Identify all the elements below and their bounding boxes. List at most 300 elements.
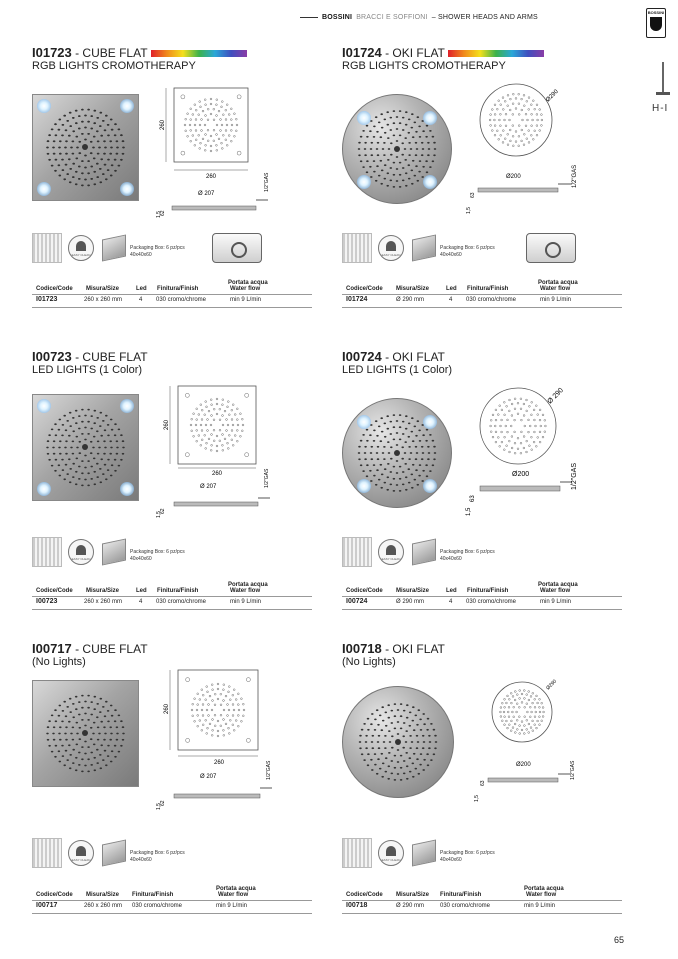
hole-mark xyxy=(513,716,515,718)
nozzle-dot xyxy=(103,140,106,142)
nozzle-dot xyxy=(393,135,396,137)
nozzle-dot xyxy=(434,452,437,454)
hole-mark xyxy=(509,451,511,453)
hole-mark xyxy=(508,440,510,442)
nozzle-dot xyxy=(72,463,75,465)
nozzle-dot xyxy=(48,159,51,161)
col-size: Misura/Size xyxy=(86,286,120,292)
nozzle-dot xyxy=(403,773,406,775)
nozzle-dot xyxy=(416,724,419,726)
dim-gas: 1/2"GAS xyxy=(571,463,578,490)
nozzle-dot xyxy=(104,147,107,149)
nozzle-dot xyxy=(362,470,365,472)
nozzle-dot xyxy=(405,415,408,417)
product-photo xyxy=(32,94,139,201)
nozzle-dot xyxy=(79,738,82,740)
nozzle-dot xyxy=(104,733,107,735)
nozzle-dot xyxy=(387,441,390,443)
hole-mark xyxy=(210,424,212,426)
nozzle-dot xyxy=(415,165,418,167)
nozzle-dot xyxy=(405,428,408,430)
nozzle-dot xyxy=(59,726,62,728)
nozzle-dot xyxy=(105,115,108,117)
hole-mark xyxy=(516,703,518,705)
nozzle-dot xyxy=(116,453,119,455)
nozzle-dot xyxy=(385,712,388,714)
nozzle-dot xyxy=(103,453,106,455)
hole-mark xyxy=(200,106,202,108)
hole-mark xyxy=(536,727,538,729)
hole-mark xyxy=(523,447,525,449)
nozzle-dot xyxy=(433,753,436,755)
nozzle-dot xyxy=(427,142,430,144)
nozzle-dot xyxy=(81,719,84,721)
nozzle-dot xyxy=(391,735,394,737)
nozzle-dot xyxy=(84,701,87,703)
hole-mark xyxy=(516,719,518,721)
nozzle-dot xyxy=(63,115,66,117)
hole-mark xyxy=(511,702,513,704)
hole-mark xyxy=(534,716,536,718)
hole-mark xyxy=(225,130,227,132)
nozzle-dot xyxy=(107,745,110,747)
nozzle-dot xyxy=(100,767,103,769)
nozzle-dot xyxy=(102,706,105,708)
hole-mark xyxy=(196,430,198,432)
packaging-info xyxy=(130,245,185,259)
product-title xyxy=(32,46,332,60)
nozzle-dot xyxy=(409,725,412,727)
hole-mark xyxy=(202,715,204,717)
hole-mark xyxy=(232,404,234,406)
nozzle-dot xyxy=(102,173,105,175)
hole-mark xyxy=(211,404,213,406)
nozzle-dot xyxy=(87,172,90,174)
nozzle-dot xyxy=(118,429,121,431)
hole-mark xyxy=(511,415,513,417)
dim-gas: 1/2"GAS xyxy=(570,760,576,780)
nozzle-dot xyxy=(99,754,102,756)
nozzle-dot xyxy=(55,159,58,161)
nozzle-dot xyxy=(87,433,90,435)
hole-mark xyxy=(501,702,503,704)
nozzle-dot xyxy=(393,122,396,124)
nozzle-dot xyxy=(396,116,399,118)
nozzle-dot xyxy=(110,475,113,477)
nozzle-dot xyxy=(396,432,399,434)
nozzle-dot xyxy=(397,749,400,751)
remote-control-icon xyxy=(212,233,262,263)
nozzle-dot xyxy=(107,169,110,171)
hole-mark xyxy=(208,704,210,706)
hole-mark xyxy=(517,448,519,450)
hole-mark xyxy=(190,424,192,426)
hole-mark xyxy=(191,709,193,711)
cell-size: Ø 290 mm xyxy=(396,297,425,303)
cell-code: I00718 xyxy=(346,902,368,909)
nozzle-dot xyxy=(84,713,87,715)
nozzle-dot xyxy=(90,701,93,703)
hole-mark xyxy=(523,436,525,438)
spec-header-row xyxy=(32,274,312,294)
hole-mark xyxy=(508,724,510,726)
hole-mark xyxy=(506,720,508,722)
dim-width: 260 xyxy=(212,471,223,477)
easy-clean-icon xyxy=(378,840,404,866)
hole-mark xyxy=(192,715,194,717)
nozzle-dot xyxy=(408,423,411,425)
nozzle-dot xyxy=(90,738,93,740)
nozzle-dot xyxy=(367,753,370,755)
nozzle-dot xyxy=(366,464,369,466)
hole-mark xyxy=(209,723,211,725)
nozzle-dot xyxy=(100,721,103,723)
nozzle-pattern xyxy=(33,681,138,786)
nozzle-dot xyxy=(365,735,368,737)
nozzle-dot xyxy=(59,175,62,177)
nozzle-dot xyxy=(107,135,110,137)
nozzle-dot xyxy=(96,762,99,764)
col-size: Misura/Size xyxy=(396,892,430,898)
hole-mark xyxy=(489,119,491,121)
nozzle-dot xyxy=(122,153,125,155)
nozzle-dot xyxy=(374,764,377,766)
nozzle-dot xyxy=(384,747,387,749)
hole-mark xyxy=(201,419,203,421)
nozzle-dot xyxy=(116,147,119,149)
hole-mark xyxy=(222,415,224,417)
nozzle-dot xyxy=(377,446,380,448)
hole-mark xyxy=(529,425,531,427)
nozzle-dot xyxy=(388,452,391,454)
nozzle-dot xyxy=(374,729,377,731)
easy-clean-icon xyxy=(68,539,94,565)
nozzle-dot xyxy=(51,165,54,167)
header-rule xyxy=(300,17,318,18)
col-flow: Portata acqua xyxy=(216,886,256,892)
hole-mark xyxy=(206,733,208,735)
packaging-size: 40x40x60 xyxy=(440,252,462,258)
nozzle-dot xyxy=(110,761,113,763)
nozzle-dot xyxy=(419,719,422,721)
hole-mark xyxy=(210,449,212,451)
hole-mark xyxy=(528,732,530,734)
product-card xyxy=(342,46,642,346)
nozzle-dot xyxy=(416,747,419,749)
hole-mark xyxy=(227,406,229,408)
product-photo xyxy=(32,394,139,501)
hole-mark xyxy=(199,124,201,126)
nozzle-dot xyxy=(405,185,408,187)
nozzle-dot xyxy=(434,747,437,749)
nozzle-dot xyxy=(46,147,49,149)
nozzle-dot xyxy=(367,718,370,720)
hole-mark xyxy=(491,109,493,111)
nozzle-dot xyxy=(81,472,84,474)
hole-mark xyxy=(509,119,511,121)
hole-mark xyxy=(494,425,496,427)
nozzle-dot xyxy=(404,137,407,139)
nozzle-dot xyxy=(68,721,71,723)
hole-mark xyxy=(210,399,212,401)
hole-mark xyxy=(235,118,237,120)
nozzle-dot xyxy=(58,733,61,735)
nozzle-dot xyxy=(384,735,387,737)
hole-mark xyxy=(198,435,200,437)
packaging-line: Packaging Box: 6 pz/pcs xyxy=(440,245,495,251)
nozzle-dot xyxy=(48,745,51,747)
hole-mark xyxy=(512,145,514,147)
divider xyxy=(342,609,622,610)
hole-mark xyxy=(517,413,519,415)
packaging-info xyxy=(130,549,185,563)
nozzle-dot xyxy=(401,458,404,460)
hole-mark xyxy=(202,110,204,112)
hole-mark xyxy=(514,699,516,701)
nozzle-dot xyxy=(376,452,379,454)
light-mark xyxy=(245,453,249,457)
hole-mark xyxy=(207,129,209,131)
nozzle-dot xyxy=(61,135,64,137)
nozzle-dot xyxy=(426,171,429,173)
dim-thickness: 63 xyxy=(470,495,476,502)
hole-mark xyxy=(542,436,544,438)
hole-mark xyxy=(221,142,223,144)
hole-mark xyxy=(222,424,224,426)
nozzle-dot xyxy=(84,479,87,481)
nozzle-dot xyxy=(400,755,403,757)
hole-mark xyxy=(534,419,536,421)
nozzle-dot xyxy=(373,171,376,173)
nozzle-dot xyxy=(427,458,430,460)
hole-mark xyxy=(499,119,501,121)
nozzle-dot xyxy=(92,147,95,149)
nozzle-dot xyxy=(100,744,103,746)
nozzle-dot xyxy=(366,136,369,138)
nozzle-dot xyxy=(369,434,372,436)
hole-mark xyxy=(234,435,236,437)
nozzle-dot xyxy=(122,447,125,449)
hole-mark xyxy=(523,403,525,405)
nozzle-dot xyxy=(408,154,411,156)
nozzle-dot xyxy=(87,133,90,135)
hole-mark xyxy=(504,724,506,726)
nozzle-dot xyxy=(79,441,82,443)
easy-clean-icon xyxy=(68,840,94,866)
hole-mark xyxy=(220,130,222,132)
nozzle-dot xyxy=(359,741,362,743)
nozzle-dot xyxy=(47,739,50,741)
nozzle-dot xyxy=(399,478,402,480)
hole-mark xyxy=(201,709,203,711)
nozzle-dot xyxy=(413,753,416,755)
nozzle-dot xyxy=(432,464,435,466)
hole-mark xyxy=(531,125,533,127)
divider xyxy=(32,307,312,308)
product-subtitle: (No Lights) xyxy=(342,656,396,668)
nozzle-dot xyxy=(72,430,75,432)
cell-finish: 030 cromo/chrome xyxy=(156,297,207,303)
spec-header-row xyxy=(32,880,312,900)
nozzle-dot xyxy=(76,447,79,449)
col-flow: Portata acqua xyxy=(228,582,268,588)
nozzle-dot xyxy=(105,415,108,417)
col-led: Led xyxy=(136,588,147,594)
nozzle-dot xyxy=(78,478,81,480)
packaging-line: Packaging Box: 6 pz/pcs xyxy=(130,245,185,251)
nozzle-dot xyxy=(381,127,384,129)
hole-mark xyxy=(539,711,541,713)
nozzle-dot xyxy=(390,129,393,131)
nozzle-dot xyxy=(415,435,418,437)
hole-mark xyxy=(198,114,200,116)
nozzle-dot xyxy=(62,424,65,426)
section-code: H-I xyxy=(652,103,669,114)
nozzle-dot xyxy=(417,484,420,486)
nozzle-dot xyxy=(399,439,402,441)
nozzle-dot xyxy=(65,129,68,131)
hole-mark xyxy=(231,439,233,441)
dim-gas: 1/2"GAS xyxy=(266,760,272,780)
nozzle-dot xyxy=(72,141,75,143)
nozzle-dot xyxy=(61,435,64,437)
nozzle-dot xyxy=(435,741,438,743)
nozzle-dot xyxy=(426,729,429,731)
nozzle-dot xyxy=(427,446,430,448)
hole-mark xyxy=(216,435,218,437)
cell-led: 4 xyxy=(139,599,143,605)
hole-mark xyxy=(195,109,197,111)
nozzle-dot xyxy=(58,447,61,449)
hole-mark xyxy=(526,100,528,102)
nozzle-dot xyxy=(383,458,386,460)
hole-mark xyxy=(514,442,516,444)
nozzle-dot xyxy=(100,181,103,183)
nozzle-dot xyxy=(378,122,381,124)
nozzle-dot xyxy=(366,475,369,477)
nozzle-dot xyxy=(372,747,375,749)
hole-mark xyxy=(518,114,520,116)
hole-mark xyxy=(214,725,216,727)
nozzle-dot xyxy=(52,147,55,149)
product-photo xyxy=(342,686,454,798)
nozzle-dot xyxy=(84,467,87,469)
hole-mark xyxy=(528,431,530,433)
hole-mark xyxy=(492,414,494,416)
nozzle-dot xyxy=(399,110,402,112)
led-light xyxy=(120,482,134,496)
technical-drawing xyxy=(156,382,276,522)
hole-mark xyxy=(205,115,207,117)
hole-mark xyxy=(236,440,238,442)
nozzle-dot xyxy=(69,754,72,756)
nozzle-dot xyxy=(116,440,119,442)
nozzle-dot xyxy=(118,751,121,753)
hole-mark xyxy=(236,408,238,410)
hole-mark xyxy=(508,706,510,708)
nozzle-dot xyxy=(382,452,385,454)
nozzle-dot xyxy=(408,178,411,180)
hole-mark xyxy=(199,101,201,103)
nozzle-dot xyxy=(396,484,399,486)
nozzle-dot xyxy=(110,419,113,421)
led-light xyxy=(357,111,371,125)
hole-mark xyxy=(212,700,214,702)
hole-mark xyxy=(513,706,515,708)
hole-mark xyxy=(501,441,503,443)
hole-mark xyxy=(219,440,221,442)
nozzle-dot xyxy=(114,134,117,136)
product-code: I01724 xyxy=(342,45,382,60)
hole-mark xyxy=(525,125,527,127)
hole-mark xyxy=(205,424,207,426)
nozzle-dot xyxy=(93,122,96,124)
nozzle-dot xyxy=(72,727,75,729)
product-title xyxy=(342,642,642,656)
cell-code: I00723 xyxy=(36,598,58,605)
nozzle-dot xyxy=(76,733,79,735)
hole-mark xyxy=(523,733,525,735)
nozzle-dot xyxy=(81,758,84,760)
nozzle-dot xyxy=(99,168,102,170)
hole-mark xyxy=(228,727,230,729)
hole-mark xyxy=(200,424,202,426)
hole-mark xyxy=(196,408,198,410)
hole-mark xyxy=(205,401,207,403)
dim-thickness: 62 xyxy=(160,800,166,806)
hole-mark xyxy=(536,125,538,127)
hole-mark xyxy=(508,716,510,718)
light-mark xyxy=(185,453,189,457)
hole-mark xyxy=(216,99,218,101)
packaging-line: Packaging Box: 6 pz/pcs xyxy=(440,549,495,555)
hole-mark xyxy=(213,129,215,131)
dim-thickness: 62 xyxy=(160,508,166,514)
hole-mark xyxy=(532,720,534,722)
nozzle-dot xyxy=(412,136,415,138)
cell-flow: min 9 L/min xyxy=(540,599,572,605)
hole-mark xyxy=(529,445,531,447)
hole-mark xyxy=(526,694,528,696)
nozzle-dot xyxy=(72,749,75,751)
spray-pattern-icon xyxy=(32,838,62,868)
hole-mark xyxy=(500,711,502,713)
nozzle-dot xyxy=(371,713,374,715)
nozzle-dot xyxy=(81,460,84,462)
hole-mark xyxy=(242,703,244,705)
light-mark xyxy=(246,738,250,742)
hole-mark xyxy=(193,435,195,437)
nozzle-dot xyxy=(415,131,418,133)
hole-mark xyxy=(526,703,528,705)
col-led: Led xyxy=(446,286,457,292)
product-name: - CUBE FLAT xyxy=(71,46,148,60)
nozzle-dot xyxy=(97,453,100,455)
nozzle-dot xyxy=(387,463,390,465)
nozzle-dot xyxy=(68,744,71,746)
nozzle-dot xyxy=(94,410,97,412)
hole-mark xyxy=(504,100,506,102)
hole-mark xyxy=(528,130,530,132)
nozzle-dot xyxy=(382,763,385,765)
nozzle-dot xyxy=(87,695,90,697)
hole-mark xyxy=(531,436,533,438)
nozzle-dot xyxy=(411,417,414,419)
nozzle-dot xyxy=(390,471,393,473)
hole-mark xyxy=(492,436,494,438)
hole-mark xyxy=(504,138,506,140)
nozzle-dot xyxy=(97,153,100,155)
